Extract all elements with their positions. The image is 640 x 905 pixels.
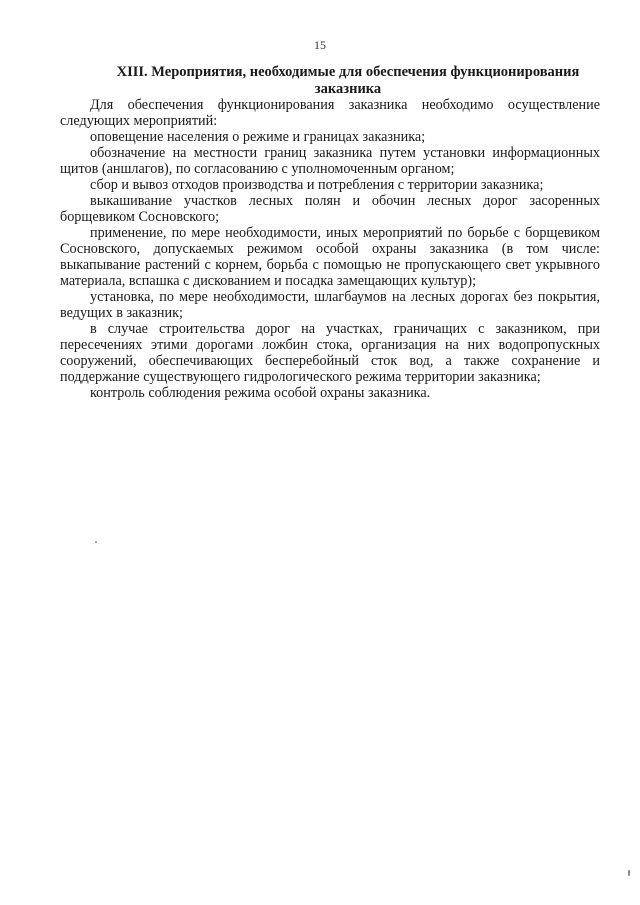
list-item: контроль соблюдения режима особой охраны заказника. — [90, 385, 431, 401]
list-item: применение, по мере необходимости, иных мероприятий по борьбе с борщевиком Сосновского, допускаемых режимом особой охраны заказника (в том числе: выкапывание растений с корнем, борьба с помощью не пропускающего свет укрывного материала, вспашка с дискованием и посадка замещающих культур); — [60, 225, 600, 289]
page-number: 15 — [314, 38, 326, 52]
scan-speck — [95, 541, 97, 543]
list-item: обозначение на местности границ заказника путем установки информационных щитов (аншлагов), по согласованию с уполномоченным органом; — [60, 145, 600, 177]
body-text — [60, 97, 600, 401]
list-item: в случае строительства дорог на участках, граничащих с заказником, при пересечениях этими дорогами ложбин стока, организация на них водопропускных сооружений, обеспечивающих бесперебойный сток вод, а также сохранение и поддержание существующего гидрологического режима территории заказника; — [60, 321, 600, 385]
section-heading: XIII. Мероприятия, необходимые для обеспечения функционирования заказника — [116, 64, 580, 97]
list-item: оповещение населения о режиме и границах заказника; — [90, 129, 426, 145]
list-item: сбор и вывоз отходов производства и потребления с территории заказника; — [90, 177, 544, 193]
paragraph-intro: Для обеспечения функционирования заказника необходимо осуществление следующих мероприятий: — [60, 97, 600, 129]
scan-speck — [628, 870, 630, 876]
list-item: установка, по мере необходимости, шлагбаумов на лесных дорогах без покрытия, ведущих в заказник; — [60, 289, 600, 321]
list-item: выкашивание участков лесных полян и обочин лесных дорог засоренных борщевиком Сосновского; — [60, 193, 600, 225]
